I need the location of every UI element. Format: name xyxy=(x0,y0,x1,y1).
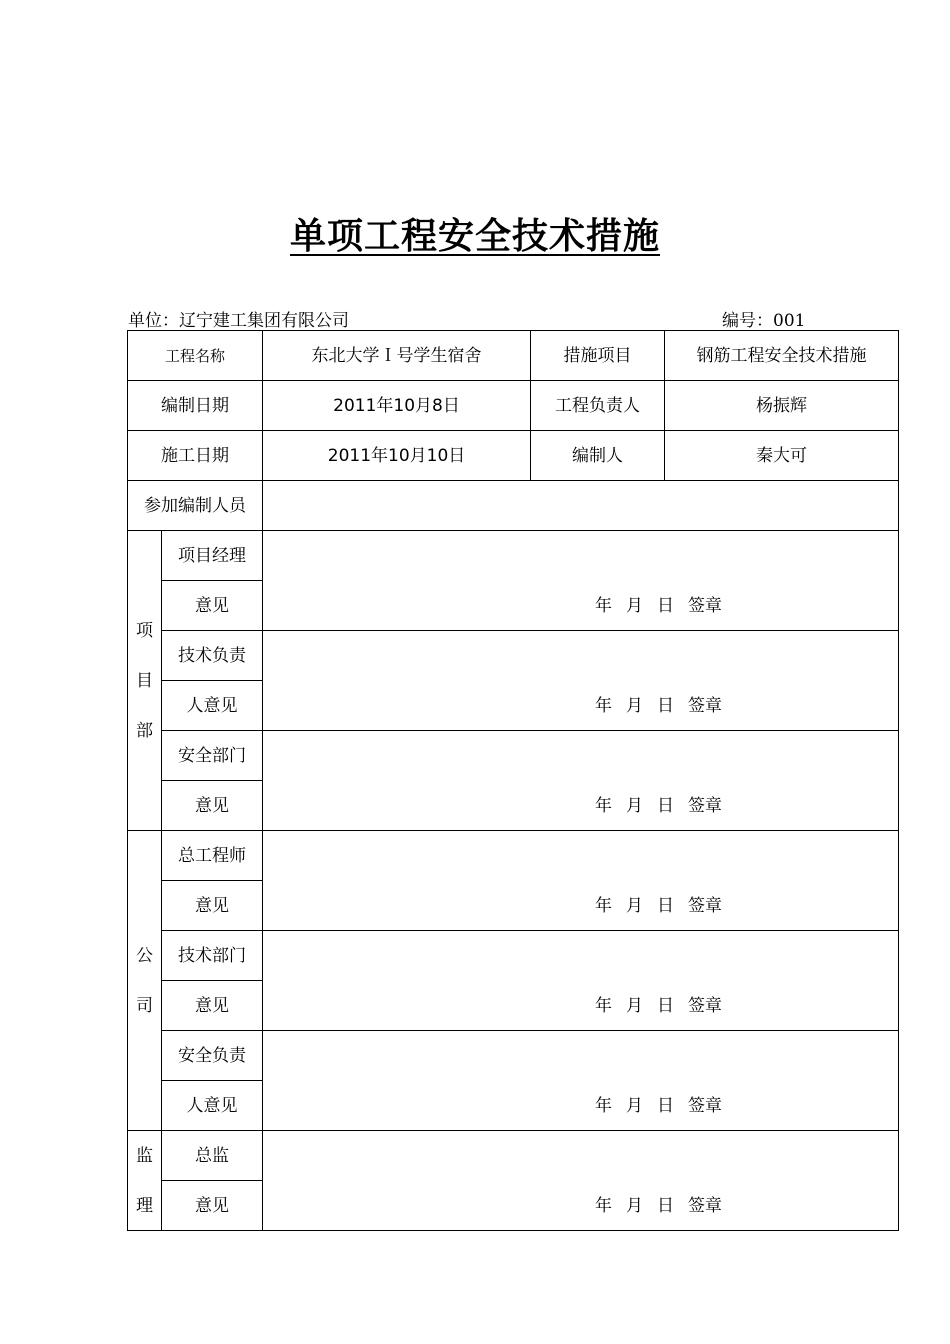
signature-line xyxy=(595,596,722,616)
signature-month: 月 xyxy=(626,1096,644,1116)
project-dept-opinion-label xyxy=(162,681,263,731)
project-lead-label: 工程负责人 xyxy=(531,381,665,431)
signature-seal: 签章 xyxy=(688,896,723,916)
company-row xyxy=(128,831,899,881)
company-group-label xyxy=(128,831,162,1131)
signature-line xyxy=(595,696,722,716)
signature-day: 日 xyxy=(657,996,675,1016)
project-lead-value: 杨振辉 xyxy=(665,381,899,431)
compiler-value: 秦大可 xyxy=(665,431,899,481)
project-dept-opinion-label xyxy=(162,531,263,581)
supervision-opinion-label xyxy=(162,1181,263,1231)
signature-month: 月 xyxy=(626,596,644,616)
document-title-text: 单项工程安全技术措施 xyxy=(289,215,660,257)
company-opinion-label-line: 总工程师 xyxy=(178,845,246,866)
supervision-opinion-label-line: 意见 xyxy=(195,1195,229,1216)
company-opinion-label xyxy=(162,1081,263,1131)
signature-day: 日 xyxy=(657,1096,675,1116)
project-dept-opinion-label-line: 安全部门 xyxy=(178,745,246,766)
participants-label: 参加编制人员 xyxy=(128,481,263,531)
signature-line xyxy=(595,1096,722,1116)
signature-day: 日 xyxy=(657,1196,675,1216)
company-opinion-label xyxy=(162,1031,263,1081)
signature-month: 月 xyxy=(626,796,644,816)
signature-line xyxy=(595,896,722,916)
company-opinion-label-line: 意见 xyxy=(195,895,229,916)
signature-day: 日 xyxy=(657,896,675,916)
project-dept-group-label xyxy=(128,531,162,831)
project-dept-opinion-label-line: 技术负责 xyxy=(178,645,246,666)
project-name-value: 东北大学Ｉ号学生宿舍 xyxy=(263,331,531,381)
project-dept-opinion-field[interactable] xyxy=(263,731,899,831)
document-title xyxy=(0,208,950,259)
document-number: 编号：001 xyxy=(722,311,806,331)
project-dept-group-char: 项 xyxy=(136,620,153,641)
company-opinion-label-line: 人意见 xyxy=(186,1095,238,1116)
safety-measure-form xyxy=(127,330,899,1231)
signature-month: 月 xyxy=(626,696,644,716)
unit-label: 单位：辽宁建工集团有限公司 xyxy=(128,311,349,331)
supervision-opinion-field[interactable] xyxy=(263,1131,899,1231)
supervision-group-char: 监 xyxy=(136,1145,153,1166)
project-dept-opinion-label-line: 项目经理 xyxy=(178,545,246,566)
project-dept-row xyxy=(128,631,899,681)
supervision-group-char: 理 xyxy=(136,1195,153,1216)
signature-seal: 签章 xyxy=(688,1096,723,1116)
signature-year: 年 xyxy=(595,696,613,716)
supervision-opinion-label-line: 总监 xyxy=(195,1145,229,1166)
supervision-group-label xyxy=(128,1131,162,1231)
signature-seal: 签章 xyxy=(688,1196,723,1216)
signature-seal: 签章 xyxy=(688,696,723,716)
signature-line xyxy=(595,996,722,1016)
form-row-participants xyxy=(128,481,899,531)
company-opinion-field[interactable] xyxy=(263,1031,899,1131)
project-dept-group-char: 目 xyxy=(136,670,153,691)
signature-line xyxy=(595,1196,722,1216)
compile-date-value: 2011年10月8日 xyxy=(263,381,531,431)
signature-year: 年 xyxy=(595,996,613,1016)
signature-seal: 签章 xyxy=(688,996,723,1016)
signature-seal: 签章 xyxy=(688,796,723,816)
signature-day: 日 xyxy=(657,596,675,616)
signature-day: 日 xyxy=(657,796,675,816)
company-opinion-label-line: 技术部门 xyxy=(178,945,246,966)
compile-date-label: 编制日期 xyxy=(128,381,263,431)
company-opinion-label-line: 安全负责 xyxy=(178,1045,246,1066)
project-dept-opinion-label xyxy=(162,581,263,631)
company-opinion-label xyxy=(162,831,263,881)
form-row-construction-date xyxy=(128,431,899,481)
compiler-label: 编制人 xyxy=(531,431,665,481)
project-dept-opinion-label-line: 意见 xyxy=(195,595,229,616)
company-opinion-label xyxy=(162,981,263,1031)
signature-year: 年 xyxy=(595,596,613,616)
company-opinion-label-line: 意见 xyxy=(195,995,229,1016)
form-row-project xyxy=(128,331,899,381)
project-dept-opinion-label xyxy=(162,781,263,831)
company-opinion-label xyxy=(162,931,263,981)
construction-date-value: 2011年10月10日 xyxy=(263,431,531,481)
form-row-compile-date xyxy=(128,381,899,431)
signature-seal: 签章 xyxy=(688,596,723,616)
project-name-label: 工程名称 xyxy=(128,331,263,381)
signature-day: 日 xyxy=(657,696,675,716)
project-dept-opinion-field[interactable] xyxy=(263,531,899,631)
project-dept-opinion-label xyxy=(162,631,263,681)
supervision-row xyxy=(128,1131,899,1181)
company-opinion-field[interactable] xyxy=(263,931,899,1031)
company-group-char: 公 xyxy=(136,945,153,966)
project-dept-opinion-field[interactable] xyxy=(263,631,899,731)
company-opinion-field[interactable] xyxy=(263,831,899,931)
project-dept-group-char: 部 xyxy=(136,720,153,741)
company-row xyxy=(128,1031,899,1081)
company-row xyxy=(128,931,899,981)
measure-label: 措施项目 xyxy=(531,331,665,381)
signature-month: 月 xyxy=(626,896,644,916)
measure-value: 钢筋工程安全技术措施 xyxy=(665,331,899,381)
project-dept-opinion-label-line: 意见 xyxy=(195,795,229,816)
signature-year: 年 xyxy=(595,1196,613,1216)
project-dept-opinion-label-line: 人意见 xyxy=(186,695,238,716)
signature-year: 年 xyxy=(595,796,613,816)
construction-date-label: 施工日期 xyxy=(128,431,263,481)
signature-year: 年 xyxy=(595,1096,613,1116)
project-dept-row xyxy=(128,731,899,781)
signature-month: 月 xyxy=(626,996,644,1016)
company-opinion-label xyxy=(162,881,263,931)
project-dept-opinion-label xyxy=(162,731,263,781)
supervision-opinion-label xyxy=(162,1131,263,1181)
signature-year: 年 xyxy=(595,896,613,916)
signature-line xyxy=(595,796,722,816)
participants-value xyxy=(263,481,899,531)
project-dept-row xyxy=(128,531,899,581)
company-group-char: 司 xyxy=(136,995,153,1016)
signature-month: 月 xyxy=(626,1196,644,1216)
